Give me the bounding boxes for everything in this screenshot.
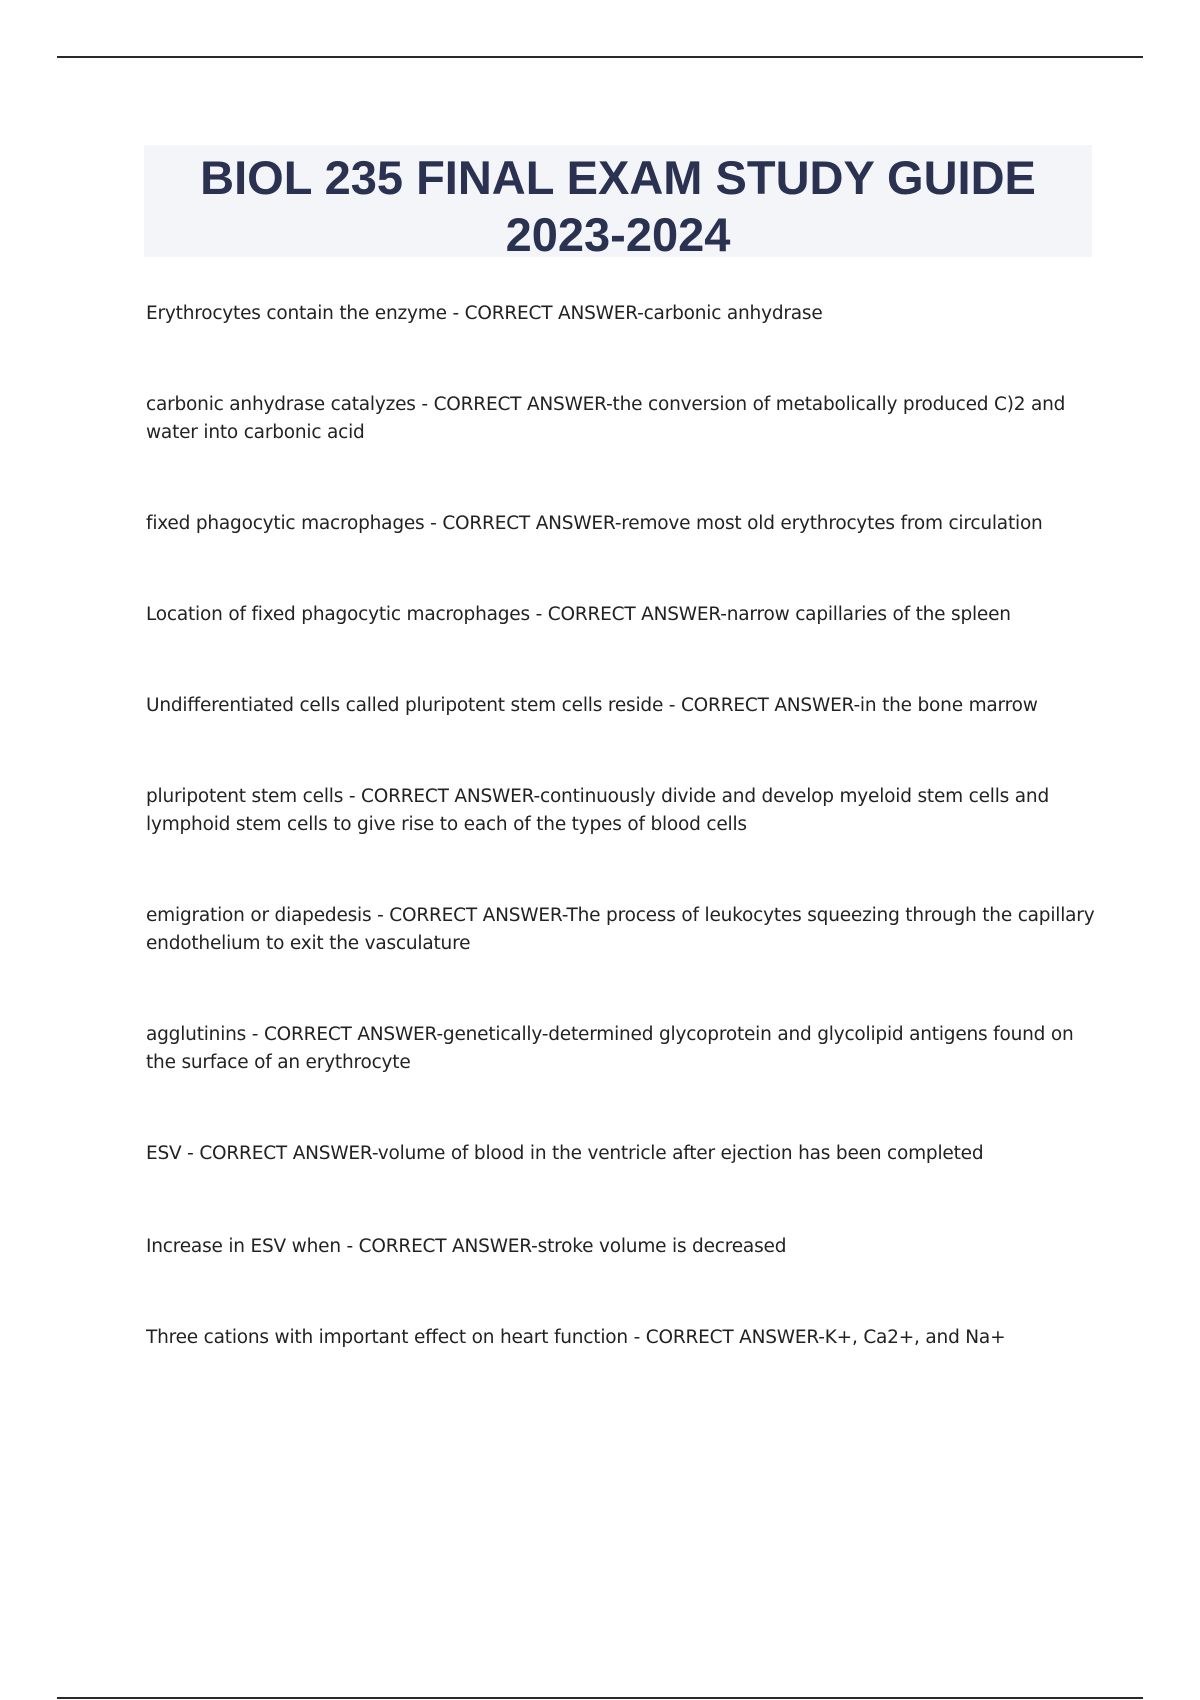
qa-item: pluripotent stem cells - CORRECT ANSWER-continuously divide and develop myeloid stem cells and lymphoid stem cells to give rise to each of the types of blood cells — [146, 786, 1049, 835]
bottom-rule — [57, 1697, 1143, 1699]
qa-item: fixed phagocytic macrophages - CORRECT ANSWER-remove most old erythrocytes from circulation — [146, 513, 1043, 534]
page-title: BIOL 235 FINAL EXAM STUDY GUIDE 2023-2024 — [200, 151, 1036, 261]
top-rule — [57, 56, 1143, 58]
qa-item: Location of fixed phagocytic macrophages - CORRECT ANSWER-narrow capillaries of the spleen — [146, 604, 1011, 625]
qa-item: Erythrocytes contain the enzyme - CORRECT ANSWER-carbonic anhydrase — [146, 303, 823, 324]
qa-item: carbonic anhydrase catalyzes - CORRECT ANSWER-the conversion of metabolically produced C)2 and water into carbonic acid — [146, 394, 1066, 443]
qa-item: agglutinins - CORRECT ANSWER-genetically-determined glycoprotein and glycolipid antigens found on the surface of an erythrocyte — [146, 1024, 1074, 1073]
qa-item: Undifferentiated cells called pluripotent stem cells reside - CORRECT ANSWER-in the bone marrow — [146, 695, 1038, 716]
qa-item: Three cations with important effect on heart function - CORRECT ANSWER-K+, Ca2+, and Na+ — [146, 1327, 1006, 1348]
qa-item: Increase in ESV when - CORRECT ANSWER-stroke volume is decreased — [146, 1236, 787, 1257]
qa-item: ESV - CORRECT ANSWER-volume of blood in the ventricle after ejection has been completed — [146, 1143, 984, 1164]
title-banner — [144, 145, 1092, 261]
qa-item: emigration or diapedesis - CORRECT ANSWER-The process of leukocytes squeezing through the capillary endothelium to exit the vasculature — [146, 905, 1095, 954]
